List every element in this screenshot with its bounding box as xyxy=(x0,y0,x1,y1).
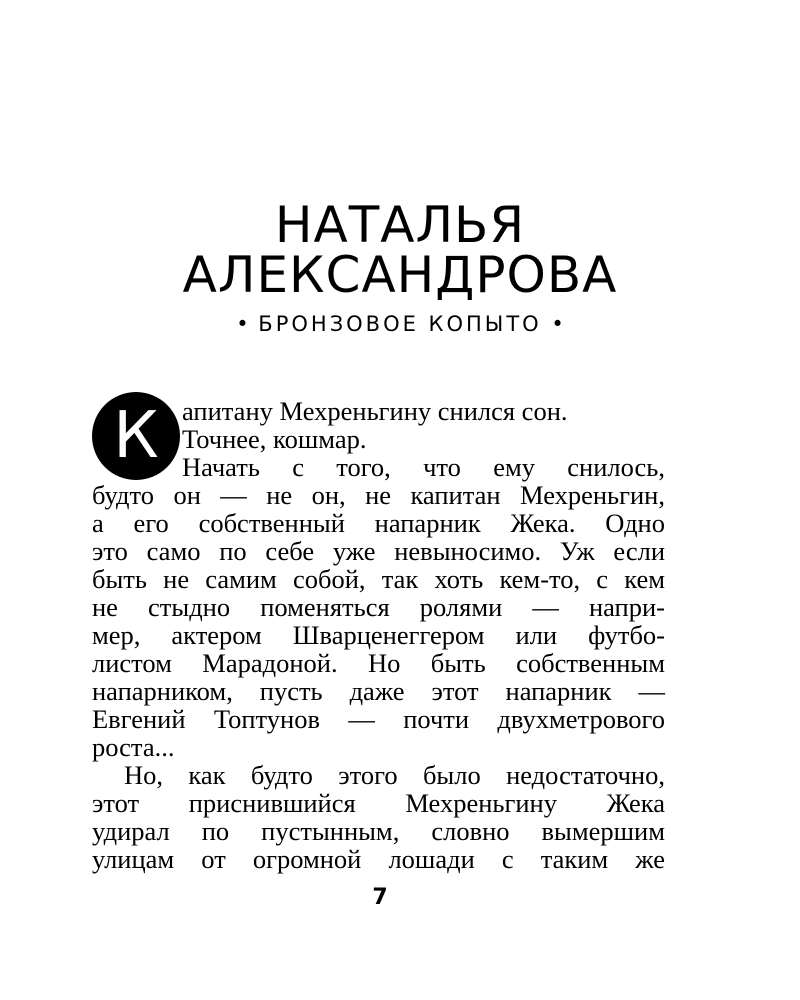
text-line: Но, как будто этого было недостаточно, xyxy=(124,760,665,790)
page-number: 7 xyxy=(372,885,388,910)
text-line: роста... xyxy=(92,732,175,762)
text-line: листом Марадоной. Но быть собственным xyxy=(92,648,665,678)
text-line: напарником, пусть даже этот напарник — xyxy=(92,676,665,706)
book-title xyxy=(0,312,800,336)
author-first-name: НАТАЛЬЯ xyxy=(274,196,526,254)
text-line: это само по себе уже невыносимо. Уж если xyxy=(92,536,665,566)
text-line: апитану Мехреньгину снился сон. xyxy=(182,396,568,426)
text-line: удирал по пустынным, словно вымершим xyxy=(92,816,665,846)
title-bullet-right: • xyxy=(551,312,564,336)
text-line: будто он — не он, не капитан Мехреньгин, xyxy=(92,480,665,510)
book-title-text: БРОНЗОВОЕ КОПЫТО xyxy=(258,312,542,336)
text-line: этот приснившийся Мехреньгину Жека xyxy=(92,788,665,818)
text-line: не стыдно поменяться ролями — напри- xyxy=(92,592,665,622)
text-line: Начать с того, что ему снилось, xyxy=(182,452,665,482)
author-last-name: АЛЕКСАНДРОВА xyxy=(182,246,618,304)
text-line: Точнее, кошмар. xyxy=(182,424,367,454)
text-line: а его собственный напарник Жека. Одно xyxy=(92,508,665,538)
title-bullet-left: • xyxy=(236,312,249,336)
text-line: Евгений Топтунов — почти двухметрового xyxy=(92,704,665,734)
text-line: улицам от огромной лошади с таким же xyxy=(92,844,665,874)
text-line: мер, актером Шварценеггером или футбо- xyxy=(92,620,665,650)
text-line: быть не самим собой, так хоть кем-то, с кем xyxy=(92,564,665,594)
drop-cap-letter: К xyxy=(92,392,180,480)
